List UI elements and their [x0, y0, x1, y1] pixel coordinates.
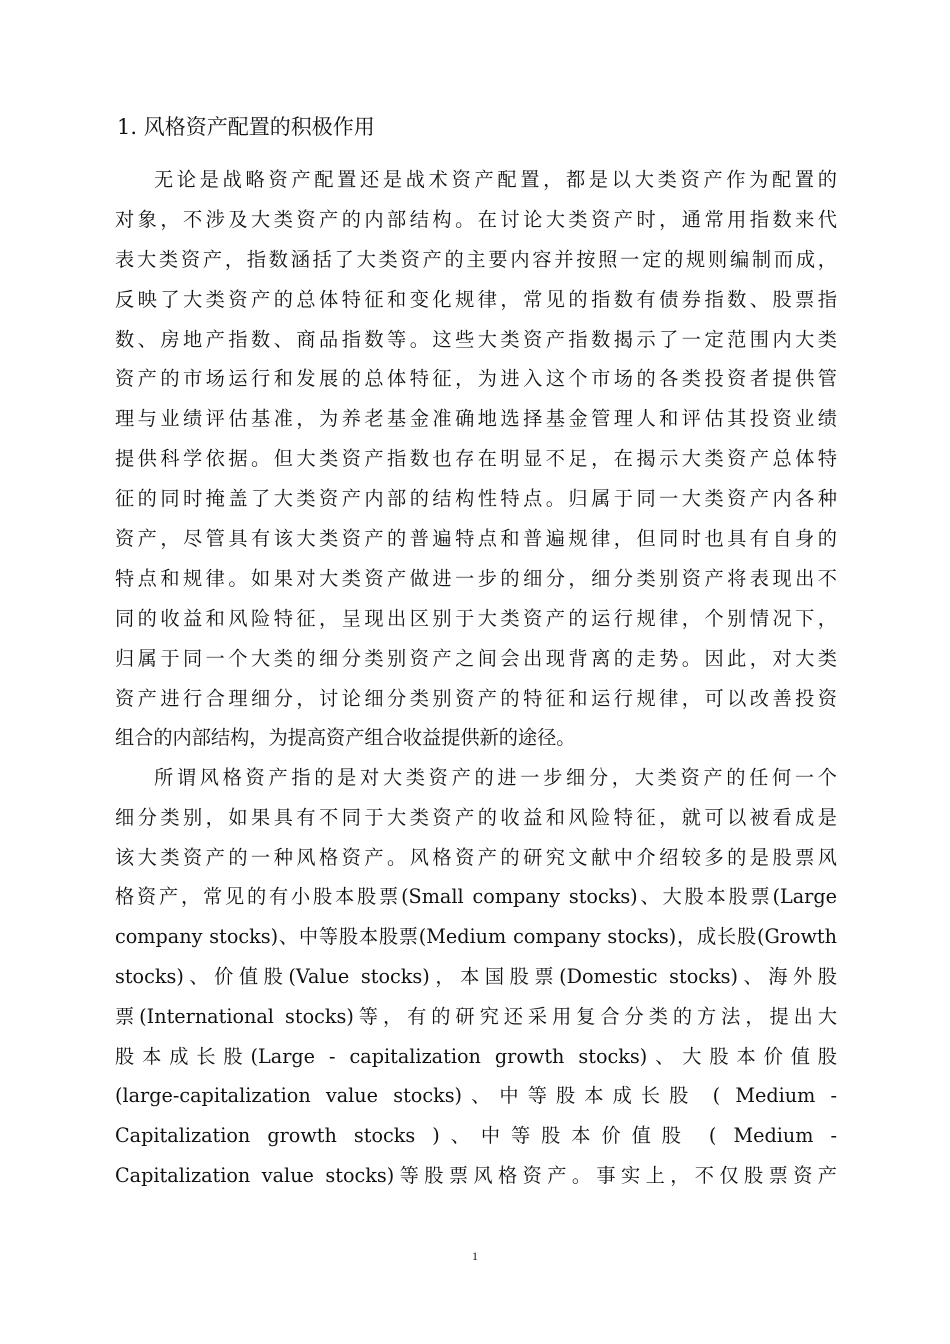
- paragraph-line: 组合的内部结构，为提高资产组合收益提供新的途径。: [115, 726, 576, 749]
- paragraph-line: 对象，不涉及大类资产的内部结构。在讨论大类资产时，通常用指数来代: [115, 208, 837, 231]
- paragraph-line: 资产，尽管具有该大类资产的普遍特点和普遍规律，但同时也具有自身的: [115, 527, 837, 550]
- paragraph-line: 票(International stocks)等，有的研究还采用复合分类的方法，提出大: [115, 1005, 837, 1028]
- paragraph-line: 该大类资产的一种风格资产。风格资产的研究文献中介绍较多的是股票风: [115, 846, 837, 869]
- paragraph-line: 同的收益和风险特征，呈现出区别于大类资产的运行规律，个别情况下，: [115, 607, 837, 630]
- paragraph-line: 归属于同一个大类的细分类别资产之间会出现背离的走势。因此，对大类: [115, 647, 837, 670]
- paragraph-line: company stocks)、中等股本股票(Medium company stocks)，成长股(Growth: [115, 925, 837, 948]
- paragraph-line: 所谓风格资产指的是对大类资产的进一步细分，大类资产的任何一个: [154, 766, 837, 789]
- paragraph-line: 征的同时掩盖了大类资产内部的结构性特点。归属于同一大类资产内各种: [115, 487, 837, 510]
- paragraph-line: 资产的市场运行和发展的总体特征，为进入这个市场的各类投资者提供管: [115, 367, 837, 390]
- paragraph-line: 股本成长股(Large - capitalization growth stocks)、大股本价值股: [115, 1045, 837, 1068]
- paragraph-line: 无论是战略资产配置还是战术资产配置，都是以大类资产作为配置的: [154, 168, 837, 191]
- paragraph-line: 提供科学依据。但大类资产指数也存在明显不足，在揭示大类资产总体特: [115, 447, 837, 470]
- paragraph-line: 数、房地产指数、商品指数等。这些大类资产指数揭示了一定范围内大类: [115, 328, 837, 351]
- paragraph-line: stocks)、价值股(Value stocks)，本国股票(Domestic stocks)、海外股: [115, 965, 837, 988]
- section-heading: 1. 风格资产配置的积极作用: [117, 115, 375, 139]
- paragraph-line: (large-capitalization value stocks)、中等股本成长股 ( Medium -: [115, 1084, 837, 1107]
- paragraph-line: 表大类资产，指数涵括了大类资产的主要内容并按照一定的规则编制而成，: [115, 248, 837, 271]
- paragraph-line: 细分类别，如果具有不同于大类资产的收益和风险特征，就可以被看成是: [115, 806, 837, 829]
- page-number: 1: [472, 1249, 478, 1263]
- paragraph-line: 理与业绩评估基准，为养老基金准确地选择基金管理人和评估其投资业绩: [115, 407, 837, 430]
- paragraph-line: 格资产，常见的有小股本股票(Small company stocks)、大股本股票(Large: [115, 885, 837, 908]
- paragraph-line: 特点和规律。如果对大类资产做进一步的细分，细分类别资产将表现出不: [115, 567, 837, 590]
- paragraph-line: 反映了大类资产的总体特征和变化规律，常见的指数有债券指数、股票指: [115, 288, 837, 311]
- paragraph-line: Capitalization growth stocks )、中等股本价值股 ( Medium -: [115, 1124, 837, 1147]
- paragraph-line: Capitalization value stocks)等股票风格资产。事实上，不仅股票资产: [115, 1164, 837, 1187]
- paragraph-line: 资产进行合理细分，讨论细分类别资产的特征和运行规律，可以改善投资: [115, 687, 837, 710]
